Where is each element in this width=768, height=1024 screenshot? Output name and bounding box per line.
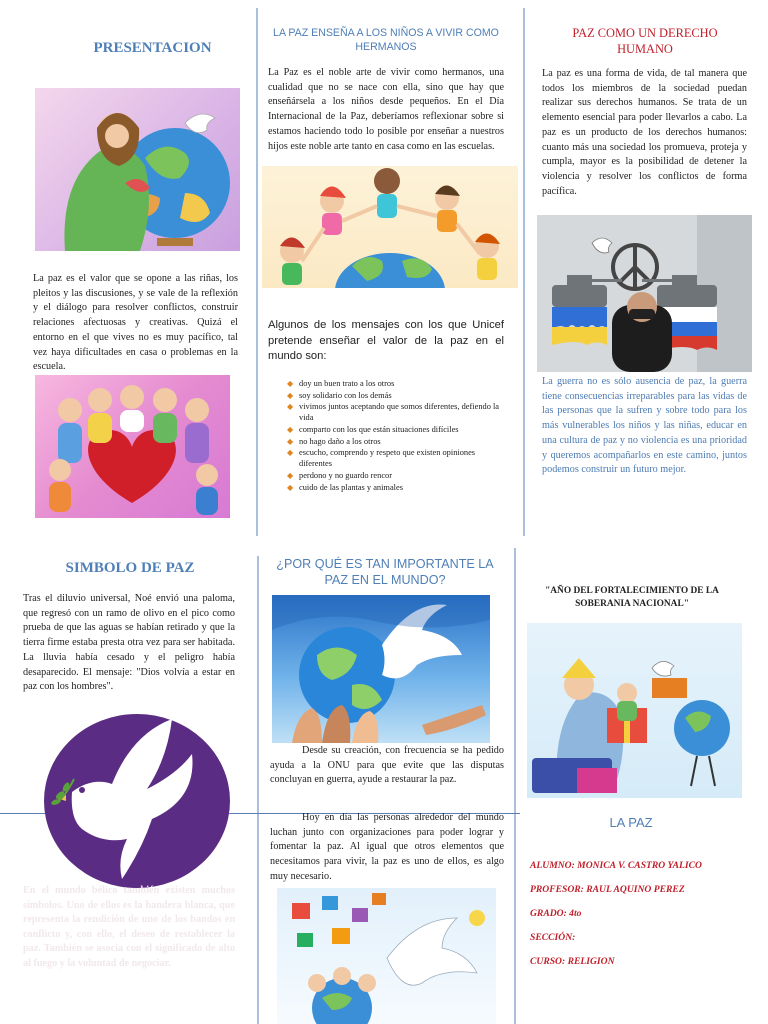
column-divider (257, 556, 259, 1024)
importance-title: ¿POR QUÉ ES TAN IMPORTANTE LA PAZ EN EL MUNDO? (276, 557, 494, 587)
importance-paragraph-2: Hoy en día las personas alrededor del mundo luchan junto con organizaciones para poder lograr y fomentar la paz. Al igual que otros elementos que necesitamos para vivir, la paz es uno de ellos, es algo muy necesario. (270, 812, 504, 882)
section-field: SECCIÓN: (530, 932, 576, 943)
student-field: ALUMNO: MONICA V. CASTRO YALICO (530, 860, 702, 871)
year-motto: "AÑO DEL FORTALECIMIENTO DE LA SOBERANIA NACIONAL" (545, 586, 719, 609)
list-item: ◆ no hago daño a los otros (287, 436, 381, 446)
list-item: ◆ doy un buen trato a los otros (287, 379, 395, 388)
teaching-children-title: LA PAZ ENSEÑA A LOS NIÑOS A VIVIR COMO HERMANOS (273, 27, 499, 53)
human-right-title: PAZ COMO UN DERECHO HUMANO (572, 26, 718, 56)
column-divider (256, 8, 258, 536)
bullet-icon: ◆ (287, 390, 294, 400)
white-flag-paragraph: En el mundo bélico también existen muchos símbolos. Uno de ellos es la bandera blanca, que representa la rendición de uno de los bandos en conflicto y, con ello, el deseo de restablecer la paz. También se asocia con el significado de alto al fuego y la voluntad de negociar. (23, 885, 235, 969)
column-divider (514, 548, 516, 1024)
course-field: CURSO: RELIGION (530, 956, 615, 967)
children-around-globe-illustration (262, 166, 518, 288)
bullet-icon: ◆ (287, 436, 294, 446)
dove-globe-hands-photo (272, 595, 490, 743)
list-item: ◆ escucho, comprendo y respeto que existen opiniones diferentes (287, 448, 476, 469)
list-item: ◆ comparto con los que están situaciones difíciles (287, 424, 459, 434)
importance-paragraph-1: Desde su creación, con frecuencia se ha pedido ayuda a la ONU para que evite que las disputas concluyan en guerra, ayude a restaurar la paz. (270, 745, 504, 786)
bullet-icon: ◆ (287, 448, 294, 458)
jesus-globe-illustration (35, 88, 240, 251)
bullet-icon: ◆ (287, 379, 294, 388)
list-item: ◆ vivimos juntos aceptando que somos diferentes, defiendo la vida (287, 402, 500, 423)
gifts-dove-illustration (277, 888, 496, 1024)
grade-field: GRADO: 4to (530, 908, 582, 919)
messages-list (285, 378, 507, 493)
presentation-paragraph: La paz es el valor que se opone a las riñas, los pleitos y las discusiones, y se vale de la reflexión y el diálogo para resolver conflictos, construir relaciones afectuosas y creativas. Quizá el entorno en el que vives no es muy pacífico, tal vez haya dificultades en casa o problemas en la escuela. (33, 273, 238, 373)
bullet-icon: ◆ (287, 470, 294, 480)
peace-symbol-paragraph: Tras el diluvio universal, Noé envió una paloma, que regresó con un ramo de olivo en el pico como prueba de que las aguas se habían retirado y que la tierra firme estaba presta otra vez para ser habitada. La lluvia había cesado y el peligro había desaparecido. El mensaje: "Dios volvía a estar en paz con los hombres". (23, 593, 235, 693)
human-right-paragraph: La paz es una forma de vida, de tal manera que todos los miembros de la sociedad puedan realizar sus derechos humanos. Se trata de un elemento esencial para poder llevarlos a cabo. La paz es un producto de los derechos humanos: cuanto más una sociedad los promueva, proteja y cumpla, mayor es la posibilidad de detener la violencia y resolver los conflictos de forma pacífica. (542, 68, 747, 197)
bullet-icon: ◆ (287, 402, 294, 412)
messages-intro: Algunos de los mensajes con los que Unicef pretende enseñar el valor de la paz en el mundo son: (268, 319, 504, 363)
bullet-icon: ◆ (287, 482, 294, 492)
peace-mural-photo (537, 215, 752, 372)
presentation-title: PRESENTACION (93, 40, 212, 56)
children-heart-illustration (35, 375, 230, 518)
teaching-children-paragraph: La Paz es el noble arte de vivir como hermanos, una cualidad que no se nace con ella, sino que hay que enseñársela a los niños desde pequeños. En el Día Internacional de la Paz, deberíamos reflexionar sobre si estamos haciendo todo lo posible por enseñar a nuestros hijos este noble arte tanto en casa como en las escuelas. (268, 67, 504, 152)
column-divider (523, 8, 525, 536)
teacher-field: PROFESOR: RAUL AQUINO PEREZ (530, 884, 685, 895)
list-item: ◆ soy solidario con los demás (287, 390, 392, 400)
peace-symbol-title: SIMBOLO DE PAZ (65, 560, 195, 576)
dove-logo (42, 712, 232, 890)
war-paragraph: La guerra no es sólo ausencia de paz, la guerra tiene consecuencias irreparables para las vidas de las personas que la sufren y sobre todo para los más vulnerables los niños y las niñas, educar en una cultura de paz y no violencia es una prioridad y queremos acompañarlos en este camino, juntos podemos construir un futuro mejor. (542, 376, 747, 476)
bullet-icon: ◆ (287, 424, 294, 434)
list-item: ◆ cuido de las plantas y animales (287, 482, 403, 492)
cover-title: LA PAZ (609, 815, 653, 830)
list-item: ◆ perdono y no guardo rencor (287, 470, 393, 480)
cover-illustration (527, 623, 742, 798)
